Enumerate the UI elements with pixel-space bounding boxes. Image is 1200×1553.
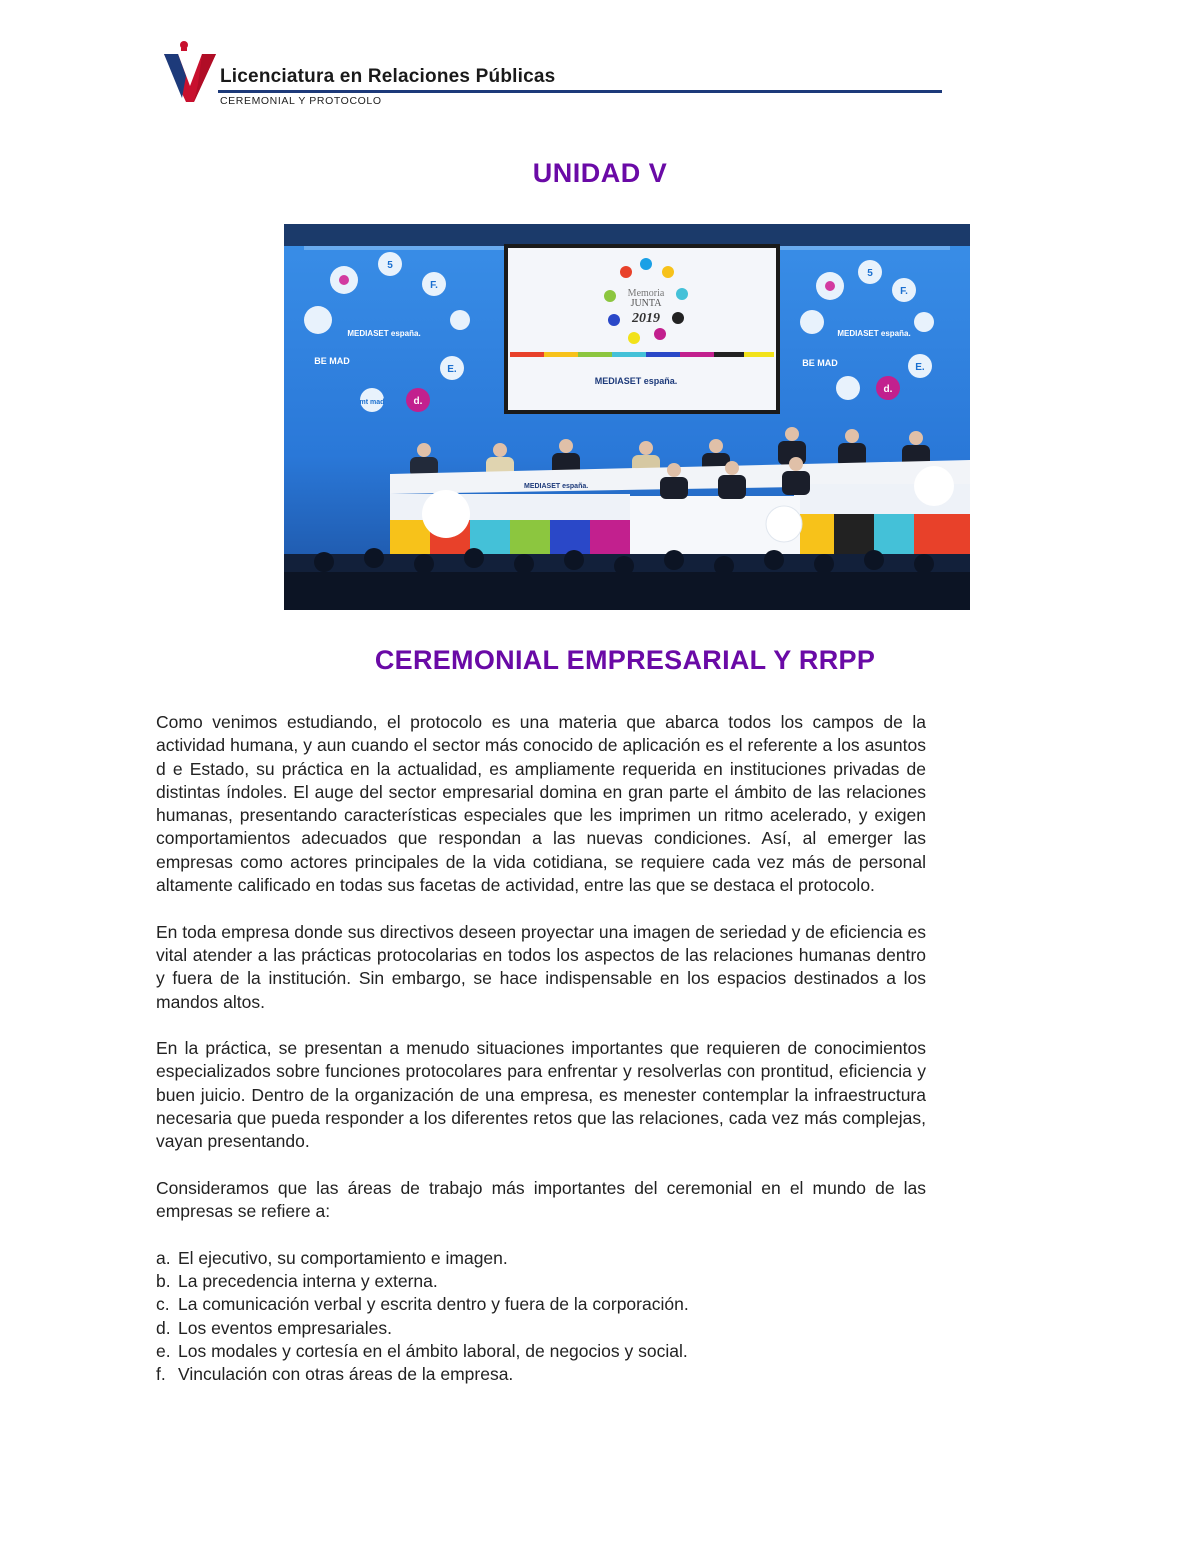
list-item [156, 1317, 926, 1340]
conference-photo [284, 224, 970, 610]
screen-year-text: 2019 [632, 311, 660, 326]
svg-text:5: 5 [867, 268, 873, 279]
screen-top-text: Memoria [627, 288, 665, 299]
list-item [156, 1270, 926, 1293]
list-marker: e. [156, 1341, 171, 1362]
list-item-text: Los modales y cortesía en el ámbito laboral, de negocios y social. [178, 1341, 688, 1362]
svg-text:BE MAD: BE MAD [802, 358, 838, 368]
paragraph: En toda empresa donde sus directivos deseen proyectar una imagen de seriedad y de eficiencia es vital atender a las prácticas protocolarias en todos los aspectos de las relaciones humanas dentro y fuera de la institución. Sin embargo, se hace indispensable en los espacios destinados a los mandos altos. [156, 921, 926, 1012]
list-marker: f. [156, 1364, 166, 1385]
body-text [156, 711, 926, 1387]
list-item-text: El ejecutivo, su comportamiento e imagen. [178, 1247, 508, 1268]
header-subtitle: CEREMONIAL Y PROTOCOLO [220, 95, 382, 107]
svg-text:5: 5 [387, 260, 393, 271]
areas-list [156, 1247, 926, 1387]
list-item-text: La precedencia interna y externa. [178, 1271, 438, 1292]
svg-text:F.: F. [430, 280, 438, 291]
list-item [156, 1340, 926, 1363]
svg-text:E.: E. [915, 362, 925, 373]
svg-text:mt mad: mt mad [359, 399, 385, 406]
list-marker: a. [156, 1247, 171, 1268]
svg-text:d.: d. [413, 396, 423, 407]
list-item [156, 1247, 926, 1270]
list-marker: d. [156, 1317, 171, 1338]
svg-text:MEDIASET españa.: MEDIASET españa. [347, 329, 421, 338]
screen-main-text: JUNTA [630, 298, 662, 309]
list-item-text: Vinculación con otras áreas de la empresa. [178, 1364, 514, 1385]
list-item [156, 1363, 926, 1386]
svg-text:F.: F. [900, 286, 908, 297]
list-marker: c. [156, 1294, 170, 1315]
svg-text:E.: E. [447, 364, 457, 375]
unit-title: UNIDAD V [532, 158, 668, 188]
list-item-text: Los eventos empresariales. [178, 1317, 392, 1338]
svg-text:BE MAD: BE MAD [314, 356, 350, 366]
paragraph: Como venimos estudiando, el protocolo es una materia que abarca todos los campos de la actividad humana, y aun cuando el sector más conocido de aplicación es el referente a los asuntos d e Estado, su práctica en la actualidad, es ampliamente requerida en instituciones privadas de distintas índoles. El auge del sector empresarial domina en gran parte el ámbito de las relaciones humanas, presentando características especiales que les imprimen un ritmo acelerado, y exigen comportamientos adecuados que respondan a las nuevas condiciones. Así, al emerger las empresas como actores principales de la vida cotidiana, se requiere cada vez más de personal altamente calificado en todas sus facetas de actividad, entre las que se destaca el protocolo. [156, 712, 926, 896]
list-item [156, 1293, 926, 1316]
list-item-text: La comunicación verbal y escrita dentro y fuera de la corporación. [178, 1294, 689, 1315]
header-title: Licenciatura en Relaciones Públicas [220, 66, 556, 87]
svg-text:MEDIASET españa.: MEDIASET españa. [837, 329, 911, 338]
list-marker: b. [156, 1271, 171, 1292]
paragraph: En la práctica, se presentan a menudo situaciones importantes que requieren de conocimientos especializados sobre funciones protocolares para enfrentar y resolverlas con prontitud, eficiencia y buen juicio. Dentro de la organización de una empresa, es menester contemplar la infraestructura necesaria que pueda responder a los diferentes retos que las relaciones, cada vez más complejas, vayan presentando. [156, 1038, 926, 1152]
header-divider [218, 90, 942, 93]
university-logo-icon [164, 40, 218, 102]
svg-text:d.: d. [883, 384, 893, 395]
screen-color-stripe [510, 352, 774, 357]
paragraph: Consideramos que las áreas de trabajo más importantes del ceremonial en el mundo de las empresas se refiere a: [156, 1177, 926, 1222]
section-title: CEREMONIAL EMPRESARIAL Y RRPP [374, 645, 876, 675]
screen-brand-text: MEDIASET españa. [594, 376, 678, 386]
page-header [164, 40, 944, 110]
svg-text:MEDIASET españa.: MEDIASET españa. [524, 483, 589, 490]
